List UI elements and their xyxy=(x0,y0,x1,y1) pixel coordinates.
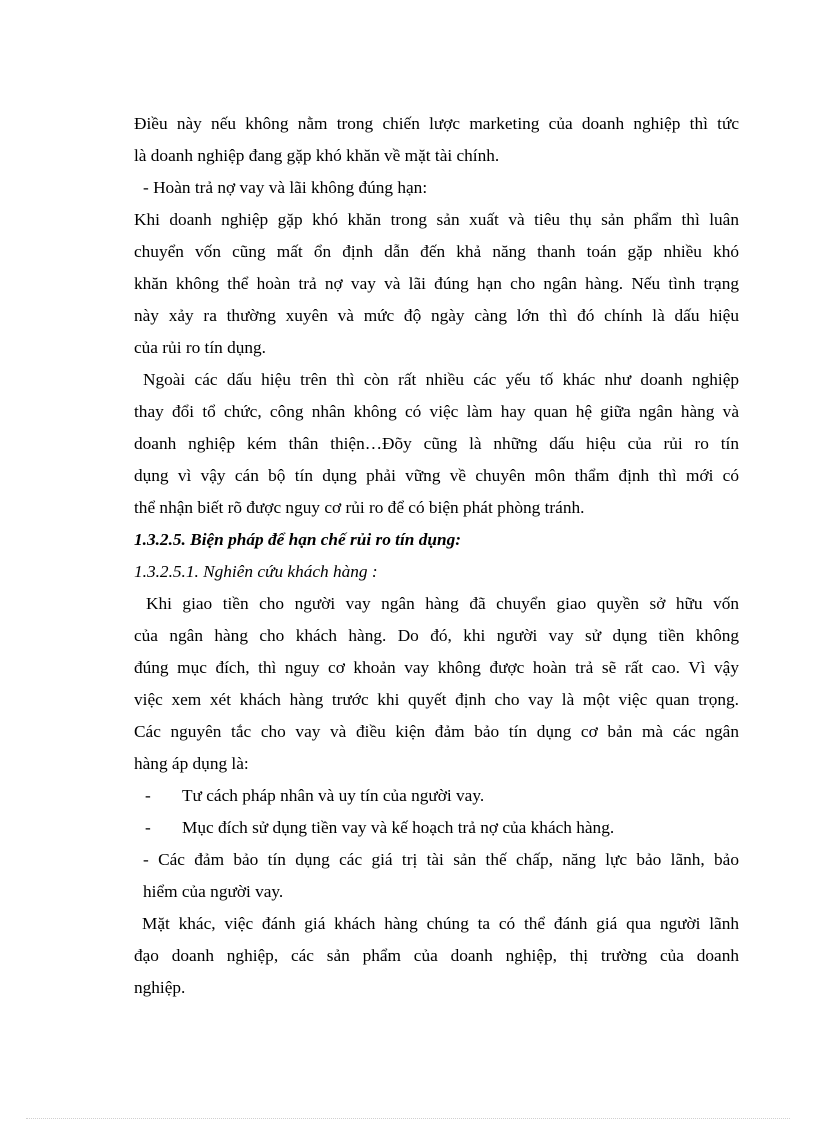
document-body xyxy=(134,108,739,1004)
subsection-heading: 1.3.2.5.1. Nghiên cứu khách hàng : xyxy=(134,562,378,581)
paragraph-line: này xảy ra thường xuyên và mức độ ngày càng lớn thì đó chính là dấu hiệu xyxy=(134,306,739,325)
paragraph-line: doanh nghiệp kém thân thiện…Đõy cũng là những dấu hiệu của rủi ro tín xyxy=(134,434,739,453)
subitem-line: - Hoàn trả nợ vay và lãi không đúng hạn: xyxy=(143,178,428,197)
paragraph-line: - Các đảm bảo tín dụng các giá trị tài sản thế chấp, năng lực bảo lãnh, bảo xyxy=(143,850,739,869)
bullet-item xyxy=(134,812,739,844)
paragraph-line: đạo doanh nghiệp, các sản phẩm của doanh nghiệp, thị trường của doanh xyxy=(134,946,739,965)
paragraph-line: của ngân hàng cho khách hàng. Do đó, khi người vay sử dụng tiền không xyxy=(134,626,739,645)
section-heading: 1.3.2.5. Biện pháp để hạn chế rủi ro tín dụng: xyxy=(134,530,461,549)
bullet-text: Tư cách pháp nhân và uy tín của người vay. xyxy=(182,786,485,805)
paragraph-line: nghiệp. xyxy=(134,978,186,997)
bullet-dash: - xyxy=(145,786,151,805)
paragraph-line: thể nhận biết rõ được nguy cơ rủi ro để có biện phát phòng tránh. xyxy=(134,498,585,517)
paragraph-line: của rủi ro tín dụng. xyxy=(134,338,266,357)
paragraph-line: khăn không thể hoàn trả nợ vay và lãi đúng hạn cho ngân hàng. Nếu tình trạng xyxy=(134,274,739,293)
bullet-text: Mục đích sử dụng tiền vay và kế hoạch trả nợ của khách hàng. xyxy=(182,818,615,837)
paragraph-line: Ngoài các dấu hiệu trên thì còn rất nhiều các yếu tố khác như doanh nghiệp xyxy=(143,370,739,389)
paragraph-line: Các nguyên tắc cho vay và điều kiện đảm bảo tín dụng cơ bản mà các ngân xyxy=(134,722,739,741)
bullet-dash: - xyxy=(145,818,151,837)
paragraph-line: dụng vì vậy cán bộ tín dụng phải vững về chuyên môn thẩm định thì mới có xyxy=(134,466,739,485)
paragraph-line: việc xem xét khách hàng trước khi quyết định cho vay là một việc quan trọng. xyxy=(134,690,739,709)
paragraph-line: chuyển vốn cũng mất ổn định dẫn đến khả năng thanh toán gặp nhiều khó xyxy=(134,242,739,261)
paragraph-line: Điều này nếu không nằm trong chiến lược marketing của doanh nghiệp thì tức xyxy=(134,114,739,133)
bullet-item xyxy=(134,780,739,812)
page-bottom-divider xyxy=(26,1118,790,1119)
paragraph-line: hiểm của người vay. xyxy=(143,882,284,901)
paragraph-line: Khi giao tiền cho người vay ngân hàng đã chuyển giao quyền sở hữu vốn xyxy=(146,594,739,613)
paragraph-line: Mặt khác, việc đánh giá khách hàng chúng ta có thể đánh giá qua người lãnh xyxy=(142,914,739,933)
paragraph-line: Khi doanh nghiệp gặp khó khăn trong sản xuất và tiêu thụ sản phẩm thì luân xyxy=(134,210,739,229)
paragraph-line: là doanh nghiệp đang gặp khó khăn về mặt tài chính. xyxy=(134,146,500,165)
paragraph-line: thay đổi tổ chức, công nhân không có việc làm hay quan hệ giữa ngân hàng và xyxy=(134,402,739,421)
paragraph-line: đúng mục đích, thì nguy cơ khoản vay không được hoàn trả sẽ rất cao. Vì vậy xyxy=(134,658,739,677)
paragraph-line: hàng áp dụng là: xyxy=(134,754,249,773)
